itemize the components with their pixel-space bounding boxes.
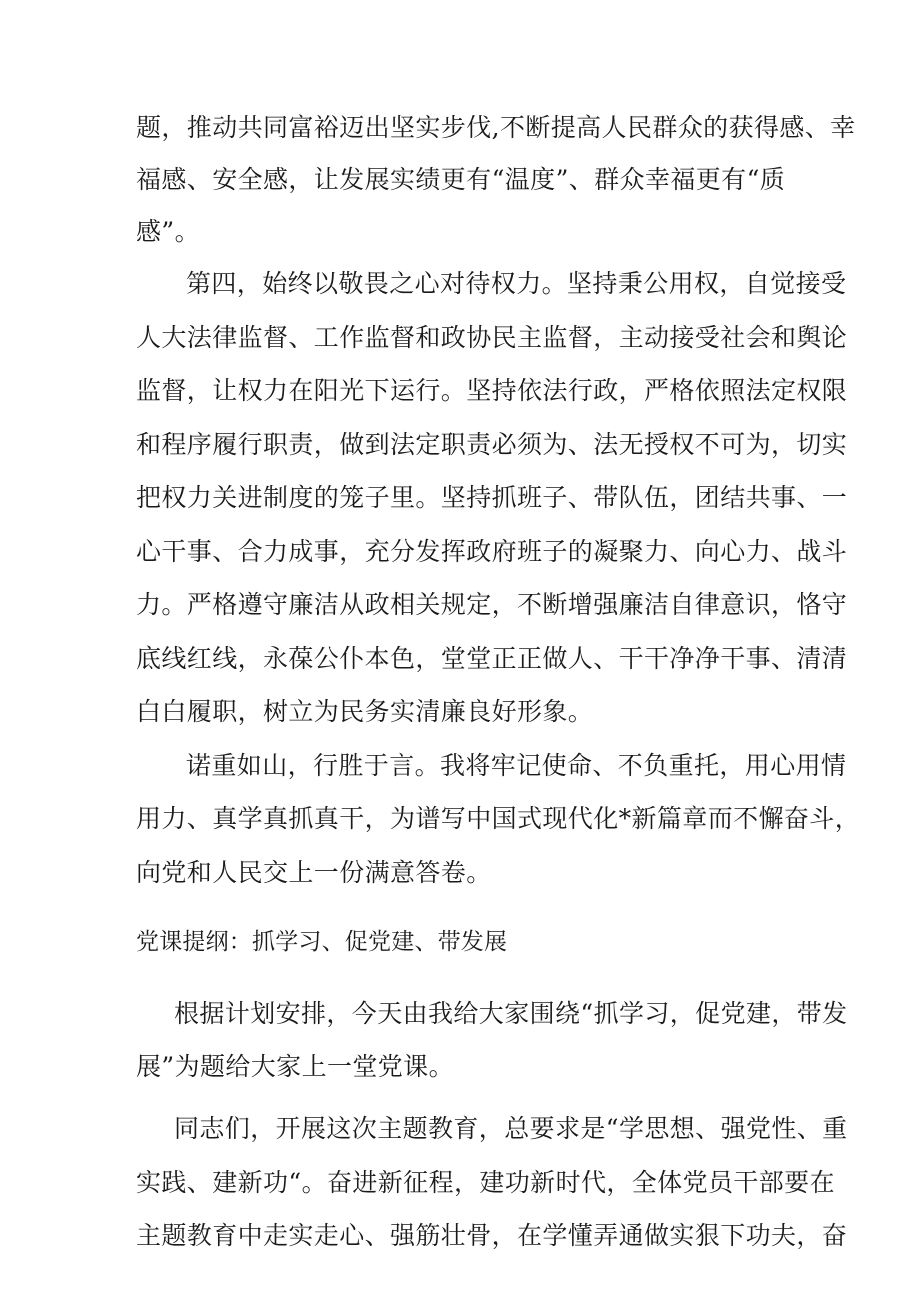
text-line: 力。严格遵守廉洁从政相关规定，不断增强廉洁自律意识，恪守 (136, 590, 848, 619)
text-line: 和程序履行职责，做到法定职责必须为、法无授权不可为，切实 (136, 430, 848, 459)
text-line: 用力、真学真抓真干，为谱写中国式现代化*新篇章而不懈奋斗， (136, 804, 861, 833)
text-line: 监督，让权力在阳光下运行。坚持依法行政，严格依照法定权限 (136, 376, 848, 405)
text-line: 实践、建新功“。奋进新征程，建功新时代，全体党员干部要在 (136, 1168, 835, 1197)
text-line: 人大法律监督、工作监督和政协民主监督，主动接受社会和舆论 (136, 323, 848, 352)
text-line: 展”为题给大家上一堂党课。 (136, 1052, 454, 1081)
text-line: 根据计划安排，今天由我给大家围绕“抓学习，促党建，带发 (174, 999, 848, 1028)
text-line: 底线红线，永葆公仆本色，堂堂正正做人、干干净净干事、清清 (136, 644, 848, 673)
text-line: 诺重如山，行胜于言。我将牢记使命、不负重托，用心用情 (186, 751, 847, 780)
text-line: 主题教育中走实走心、强筋壮骨，在学懂弄通做实狠下功夫，奋 (136, 1221, 848, 1250)
text-line: 感”。 (136, 217, 200, 246)
text-line: 福感、安全感，让发展实绩更有“温度”、群众幸福更有“质 (136, 165, 786, 194)
text-line: 向党和人民交上一份满意答卷。 (136, 858, 492, 887)
text-line: 同志们，开展这次主题教育，总要求是“学思想、强党性、重 (174, 1114, 848, 1143)
text-line: 题，推动共同富裕迈出坚实步伐,不断提高人民群众的获得感、幸 (136, 113, 856, 142)
text-line: 第四，始终以敬畏之心对待权力。坚持秉公用权，自觉接受 (186, 269, 847, 298)
section-heading: 党课提纲：抓学习、促党建、带发展 (136, 929, 508, 955)
text-line: 心干事、合力成事，充分发挥政府班子的凝聚力、向心力、战斗 (136, 537, 848, 566)
text-line: 把权力关进制度的笼子里。坚持抓班子、带队伍，团结共事、一 (136, 483, 848, 512)
text-line: 白白履职，树立为民务实清廉良好形象。 (136, 697, 594, 726)
